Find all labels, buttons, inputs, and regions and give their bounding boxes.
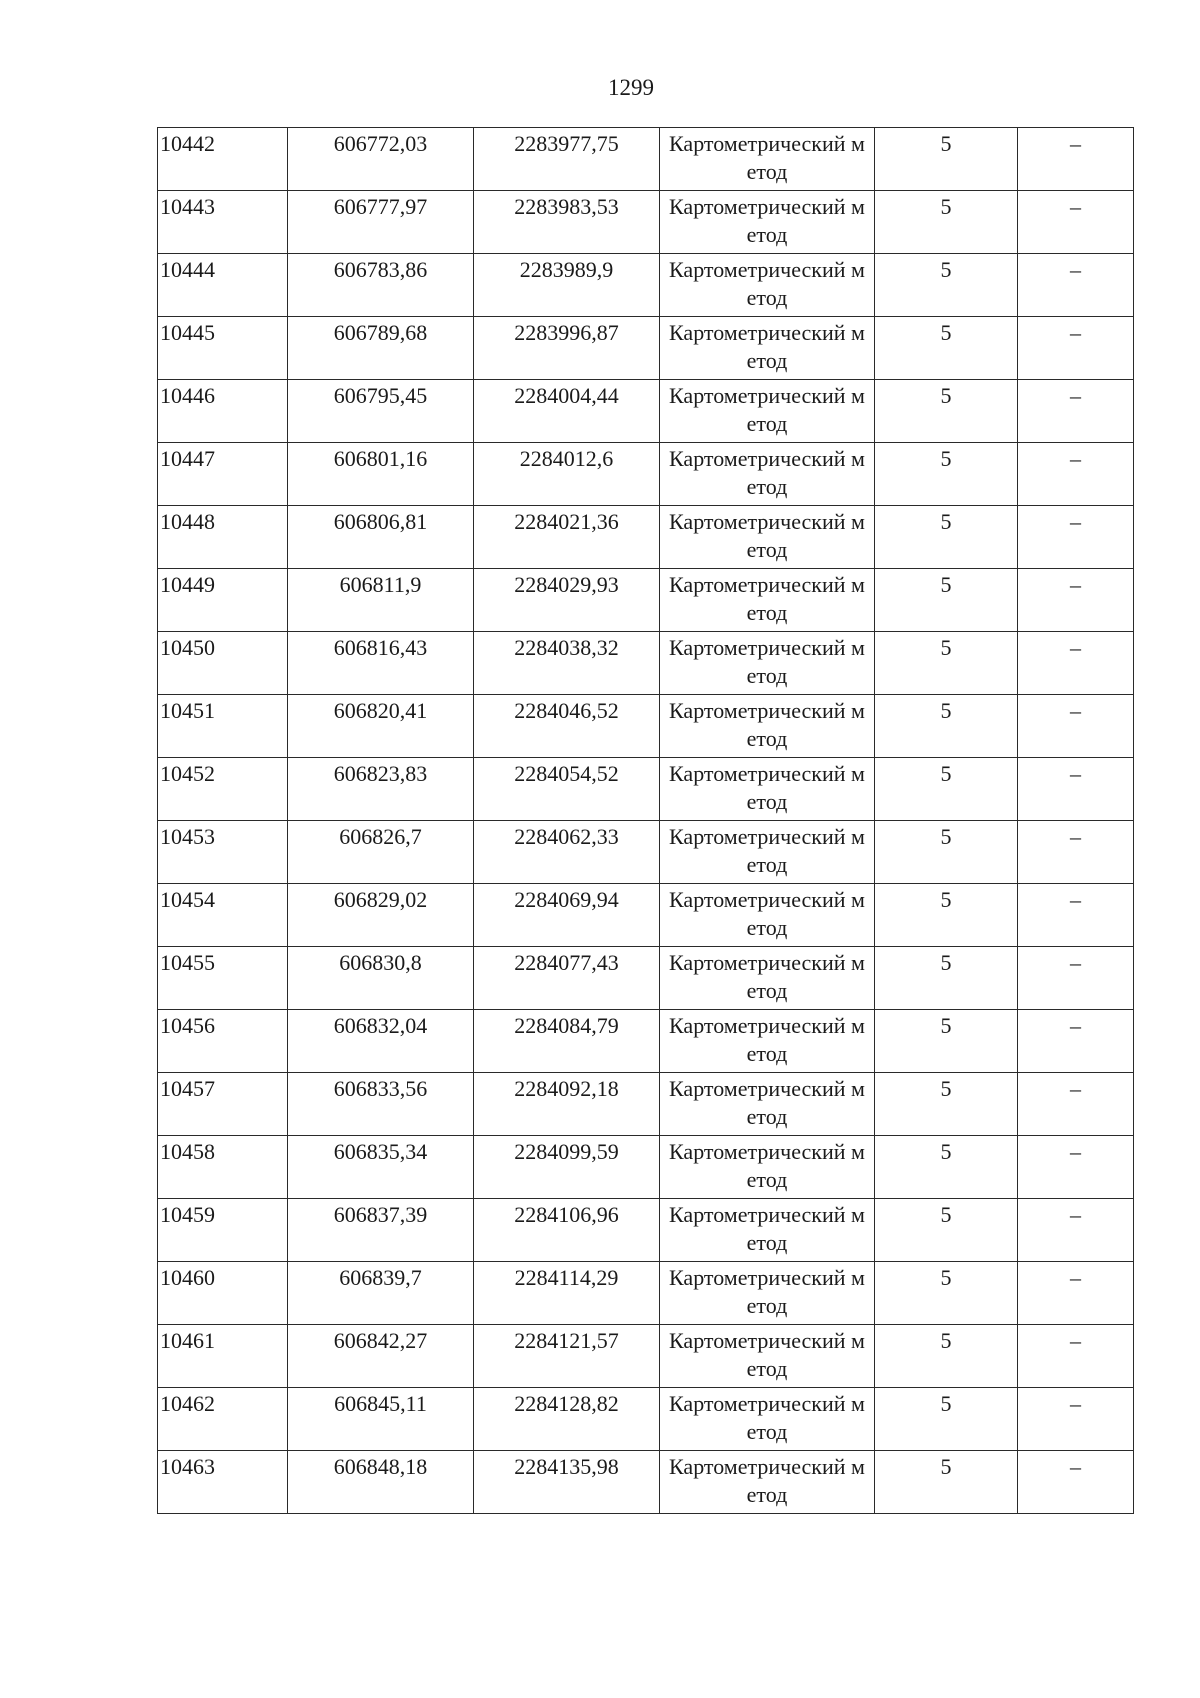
point-number-cell [158,947,288,1010]
accuracy-cell-text: 5 [940,1454,952,1479]
accuracy-cell [875,506,1018,569]
table-body [158,128,1134,1514]
x-coordinate-cell-text: 606826,7 [339,824,422,849]
point-number-cell-text: 10443 [160,194,215,219]
accuracy-cell-text: 5 [940,1013,952,1038]
x-coordinate-cell-text: 606777,97 [333,194,428,219]
x-coordinate-cell [288,695,474,758]
y-coordinate-cell [474,443,660,506]
accuracy-cell-text: 5 [940,194,952,219]
note-cell [1018,695,1134,758]
table-row [158,758,1134,821]
method-cell-text: Картометрический метод [669,824,865,877]
accuracy-cell-text: 5 [940,509,952,534]
point-number-cell-text: 10448 [160,509,215,534]
x-coordinate-cell-text: 606811,9 [339,572,422,597]
method-cell [660,758,875,821]
method-cell [660,632,875,695]
accuracy-cell-text: 5 [940,1139,952,1164]
accuracy-cell-text: 5 [940,320,952,345]
note-cell [1018,1325,1134,1388]
x-coordinate-cell [288,758,474,821]
x-coordinate-cell [288,317,474,380]
x-coordinate-cell [288,569,474,632]
note-cell [1018,380,1134,443]
x-coordinate-cell [288,128,474,191]
method-cell-text: Картометрический метод [669,572,865,625]
y-coordinate-cell [474,254,660,317]
method-cell-text: Картометрический метод [669,761,865,814]
method-cell-text: Картометрический метод [669,1013,865,1066]
method-cell-text: Картометрический метод [669,887,865,940]
table-row [158,1199,1134,1262]
accuracy-cell-text: 5 [940,824,952,849]
note-cell-text: – [1070,761,1081,786]
method-cell-text: Картометрический метод [669,131,865,184]
x-coordinate-cell [288,1388,474,1451]
coordinates-table [157,127,1134,1514]
point-number-cell [158,884,288,947]
x-coordinate-cell [288,1136,474,1199]
point-number-cell [158,254,288,317]
point-number-cell-text: 10460 [160,1265,215,1290]
accuracy-cell [875,191,1018,254]
y-coordinate-cell-text: 2284054,52 [514,761,619,786]
y-coordinate-cell [474,1199,660,1262]
method-cell-text: Картометрический метод [669,257,865,310]
accuracy-cell-text: 5 [940,698,952,723]
note-cell-text: – [1070,635,1081,660]
x-coordinate-cell-text: 606839,7 [339,1265,422,1290]
x-coordinate-cell [288,506,474,569]
method-cell-text: Картометрический метод [669,320,865,373]
x-coordinate-cell-text: 606823,83 [333,761,428,786]
table-row [158,695,1134,758]
x-coordinate-cell [288,254,474,317]
note-cell [1018,317,1134,380]
method-cell [660,1073,875,1136]
note-cell-text: – [1070,257,1081,282]
point-number-cell-text: 10449 [160,572,215,597]
point-number-cell-text: 10452 [160,761,215,786]
y-coordinate-cell-text: 2284021,36 [514,509,619,534]
x-coordinate-cell [288,380,474,443]
point-number-cell [158,1451,288,1514]
table-row [158,191,1134,254]
method-cell-text: Картометрический метод [669,1076,865,1129]
x-coordinate-cell-text: 606789,68 [333,320,428,345]
point-number-cell [158,1073,288,1136]
note-cell [1018,569,1134,632]
method-cell-text: Картометрический метод [669,1454,865,1507]
point-number-cell [158,821,288,884]
accuracy-cell [875,443,1018,506]
point-number-cell-text: 10451 [160,698,215,723]
note-cell-text: – [1070,1265,1081,1290]
accuracy-cell-text: 5 [940,383,952,408]
method-cell [660,1325,875,1388]
y-coordinate-cell-text: 2284077,43 [514,950,619,975]
y-coordinate-cell [474,884,660,947]
y-coordinate-cell [474,1010,660,1073]
method-cell [660,191,875,254]
method-cell [660,1262,875,1325]
accuracy-cell [875,254,1018,317]
method-cell [660,884,875,947]
x-coordinate-cell-text: 606820,41 [333,698,428,723]
accuracy-cell [875,632,1018,695]
page-number: 1299 [608,75,654,100]
note-cell-text: – [1070,824,1081,849]
point-number-cell [158,632,288,695]
point-number-cell [158,443,288,506]
x-coordinate-cell [288,191,474,254]
x-coordinate-cell [288,1262,474,1325]
table-row [158,1010,1134,1073]
accuracy-cell-text: 5 [940,1391,952,1416]
x-coordinate-cell-text: 606795,45 [333,383,428,408]
method-cell [660,1136,875,1199]
accuracy-cell [875,821,1018,884]
table-row [158,128,1134,191]
y-coordinate-cell-text: 2284121,57 [514,1328,619,1353]
x-coordinate-cell-text: 606829,02 [333,887,428,912]
point-number-cell [158,695,288,758]
table-row [158,1136,1134,1199]
accuracy-cell [875,758,1018,821]
table-row [158,1073,1134,1136]
accuracy-cell [875,1325,1018,1388]
method-cell-text: Картометрический метод [669,446,865,499]
table-row [158,380,1134,443]
accuracy-cell [875,947,1018,1010]
method-cell-text: Картометрический метод [669,1265,865,1318]
y-coordinate-cell [474,128,660,191]
x-coordinate-cell-text: 606772,03 [333,131,428,156]
point-number-cell [158,1262,288,1325]
x-coordinate-cell [288,884,474,947]
x-coordinate-cell [288,1010,474,1073]
y-coordinate-cell [474,695,660,758]
accuracy-cell [875,380,1018,443]
method-cell-text: Картометрический метод [669,1391,865,1444]
note-cell-text: – [1070,887,1081,912]
method-cell-text: Картометрический метод [669,1202,865,1255]
point-number-cell-text: 10447 [160,446,215,471]
point-number-cell [158,1388,288,1451]
y-coordinate-cell [474,317,660,380]
accuracy-cell [875,1451,1018,1514]
method-cell [660,443,875,506]
y-coordinate-cell [474,1073,660,1136]
method-cell [660,128,875,191]
note-cell [1018,506,1134,569]
x-coordinate-cell [288,1451,474,1514]
method-cell [660,506,875,569]
table-row [158,632,1134,695]
method-cell [660,380,875,443]
note-cell [1018,1010,1134,1073]
table-row [158,317,1134,380]
y-coordinate-cell [474,821,660,884]
note-cell [1018,632,1134,695]
accuracy-cell [875,695,1018,758]
point-number-cell [158,380,288,443]
method-cell [660,1010,875,1073]
method-cell-text: Картометрический метод [669,1328,865,1381]
note-cell-text: – [1070,383,1081,408]
note-cell [1018,1262,1134,1325]
y-coordinate-cell-text: 2284012,6 [519,446,614,471]
accuracy-cell-text: 5 [940,1202,952,1227]
note-cell-text: – [1070,446,1081,471]
table-row [158,569,1134,632]
note-cell-text: – [1070,1391,1081,1416]
y-coordinate-cell-text: 2283989,9 [519,257,614,282]
accuracy-cell [875,128,1018,191]
y-coordinate-cell [474,632,660,695]
x-coordinate-cell [288,1199,474,1262]
accuracy-cell-text: 5 [940,1076,952,1101]
accuracy-cell [875,317,1018,380]
accuracy-cell [875,1199,1018,1262]
method-cell [660,695,875,758]
table-row [158,506,1134,569]
point-number-cell-text: 10455 [160,950,215,975]
note-cell-text: – [1070,1139,1081,1164]
point-number-cell-text: 10458 [160,1139,215,1164]
point-number-cell-text: 10457 [160,1076,215,1101]
table-row [158,1325,1134,1388]
method-cell-text: Картометрический метод [669,698,865,751]
note-cell [1018,191,1134,254]
note-cell-text: – [1070,1202,1081,1227]
y-coordinate-cell-text: 2283983,53 [514,194,619,219]
point-number-cell-text: 10461 [160,1328,215,1353]
method-cell [660,821,875,884]
x-coordinate-cell [288,443,474,506]
x-coordinate-cell-text: 606833,56 [333,1076,428,1101]
y-coordinate-cell-text: 2284029,93 [514,572,619,597]
accuracy-cell-text: 5 [940,761,952,786]
point-number-cell [158,1325,288,1388]
x-coordinate-cell-text: 606837,39 [333,1202,428,1227]
method-cell [660,947,875,1010]
x-coordinate-cell-text: 606783,86 [333,257,428,282]
accuracy-cell-text: 5 [940,1328,952,1353]
accuracy-cell-text: 5 [940,446,952,471]
point-number-cell [158,758,288,821]
x-coordinate-cell-text: 606835,34 [333,1139,428,1164]
y-coordinate-cell [474,191,660,254]
accuracy-cell-text: 5 [940,131,952,156]
y-coordinate-cell [474,1325,660,1388]
x-coordinate-cell [288,1325,474,1388]
note-cell [1018,443,1134,506]
y-coordinate-cell [474,380,660,443]
y-coordinate-cell [474,506,660,569]
point-number-cell-text: 10454 [160,887,215,912]
method-cell [660,317,875,380]
x-coordinate-cell-text: 606801,16 [333,446,428,471]
x-coordinate-cell-text: 606848,18 [333,1454,428,1479]
table-row [158,821,1134,884]
point-number-cell-text: 10442 [160,131,215,156]
note-cell-text: – [1070,1013,1081,1038]
method-cell-text: Картометрический метод [669,635,865,688]
note-cell [1018,1199,1134,1262]
method-cell-text: Картометрический метод [669,1139,865,1192]
y-coordinate-cell [474,569,660,632]
y-coordinate-cell-text: 2284004,44 [514,383,619,408]
point-number-cell [158,569,288,632]
note-cell [1018,1451,1134,1514]
method-cell [660,1388,875,1451]
accuracy-cell [875,1262,1018,1325]
y-coordinate-cell-text: 2284069,94 [514,887,619,912]
x-coordinate-cell [288,947,474,1010]
note-cell [1018,1136,1134,1199]
y-coordinate-cell-text: 2283996,87 [514,320,619,345]
note-cell [1018,884,1134,947]
accuracy-cell-text: 5 [940,950,952,975]
x-coordinate-cell-text: 606842,27 [333,1328,428,1353]
note-cell-text: – [1070,698,1081,723]
x-coordinate-cell [288,632,474,695]
point-number-cell [158,128,288,191]
note-cell [1018,254,1134,317]
y-coordinate-cell-text: 2284128,82 [514,1391,619,1416]
table-row [158,443,1134,506]
point-number-cell-text: 10446 [160,383,215,408]
note-cell [1018,821,1134,884]
x-coordinate-cell-text: 606816,43 [333,635,428,660]
y-coordinate-cell [474,1262,660,1325]
table-row [158,884,1134,947]
y-coordinate-cell [474,1451,660,1514]
method-cell [660,1451,875,1514]
accuracy-cell-text: 5 [940,635,952,660]
note-cell-text: – [1070,194,1081,219]
y-coordinate-cell-text: 2284114,29 [514,1265,619,1290]
table-row [158,1262,1134,1325]
table-row [158,254,1134,317]
note-cell [1018,1073,1134,1136]
method-cell-text: Картометрический метод [669,383,865,436]
note-cell-text: – [1070,320,1081,345]
y-coordinate-cell-text: 2284062,33 [514,824,619,849]
method-cell [660,1199,875,1262]
y-coordinate-cell-text: 2284046,52 [514,698,619,723]
accuracy-cell-text: 5 [940,887,952,912]
note-cell-text: – [1070,572,1081,597]
table-row [158,1451,1134,1514]
note-cell [1018,947,1134,1010]
table-row [158,1388,1134,1451]
x-coordinate-cell-text: 606806,81 [333,509,428,534]
x-coordinate-cell [288,1073,474,1136]
point-number-cell [158,1199,288,1262]
accuracy-cell [875,1073,1018,1136]
point-number-cell [158,1136,288,1199]
x-coordinate-cell-text: 606845,11 [334,1391,427,1416]
point-number-cell-text: 10444 [160,257,215,282]
point-number-cell [158,506,288,569]
y-coordinate-cell-text: 2283977,75 [514,131,619,156]
note-cell-text: – [1070,1076,1081,1101]
note-cell-text: – [1070,509,1081,534]
method-cell-text: Картометрический метод [669,950,865,1003]
y-coordinate-cell-text: 2284135,98 [514,1454,619,1479]
y-coordinate-cell [474,947,660,1010]
method-cell-text: Картометрический метод [669,194,865,247]
y-coordinate-cell-text: 2284092,18 [514,1076,619,1101]
note-cell-text: – [1070,1328,1081,1353]
y-coordinate-cell-text: 2284106,96 [514,1202,619,1227]
point-number-cell-text: 10463 [160,1454,215,1479]
point-number-cell-text: 10462 [160,1391,215,1416]
x-coordinate-cell-text: 606832,04 [333,1013,428,1038]
accuracy-cell-text: 5 [940,257,952,282]
point-number-cell [158,191,288,254]
x-coordinate-cell [288,821,474,884]
point-number-cell-text: 10450 [160,635,215,660]
note-cell [1018,1388,1134,1451]
note-cell [1018,758,1134,821]
accuracy-cell-text: 5 [940,572,952,597]
accuracy-cell [875,884,1018,947]
point-number-cell [158,317,288,380]
note-cell [1018,128,1134,191]
point-number-cell-text: 10456 [160,1013,215,1038]
note-cell-text: – [1070,1454,1081,1479]
point-number-cell-text: 10453 [160,824,215,849]
y-coordinate-cell-text: 2284038,32 [514,635,619,660]
accuracy-cell [875,569,1018,632]
note-cell-text: – [1070,131,1081,156]
method-cell [660,569,875,632]
method-cell-text: Картометрический метод [669,509,865,562]
x-coordinate-cell-text: 606830,8 [339,950,422,975]
accuracy-cell-text: 5 [940,1265,952,1290]
point-number-cell-text: 10445 [160,320,215,345]
note-cell-text: – [1070,950,1081,975]
method-cell [660,254,875,317]
accuracy-cell [875,1010,1018,1073]
point-number-cell [158,1010,288,1073]
y-coordinate-cell-text: 2284099,59 [514,1139,619,1164]
table-row [158,947,1134,1010]
point-number-cell-text: 10459 [160,1202,215,1227]
y-coordinate-cell [474,1388,660,1451]
y-coordinate-cell [474,758,660,821]
accuracy-cell [875,1136,1018,1199]
accuracy-cell [875,1388,1018,1451]
y-coordinate-cell [474,1136,660,1199]
y-coordinate-cell-text: 2284084,79 [514,1013,619,1038]
